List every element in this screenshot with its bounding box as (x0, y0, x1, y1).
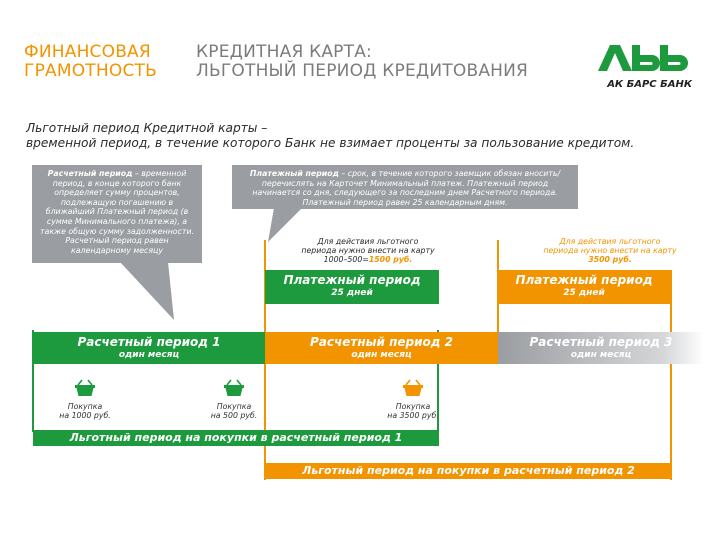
basket-icon (382, 378, 444, 398)
billing-period-3-sub: один месяц (570, 350, 632, 360)
payment-period-definition (232, 165, 578, 209)
billing-period-1-title: Расчетный период 1 (77, 335, 221, 349)
billing-period-3 (498, 332, 704, 364)
purchase-3-line1: Покупка (395, 402, 431, 411)
header-left (24, 43, 157, 81)
payment-note-2-amount: 3500 руб. (588, 255, 632, 264)
payment-note-1-calc: 1000–500= (323, 255, 369, 264)
payment-period-2-title: Платежный период (515, 273, 653, 287)
payment-note-1-amount: 1500 руб. (368, 255, 413, 264)
payment-period-2-sub: 25 дней (563, 288, 605, 298)
purchase-1-line2: на 1000 руб. (59, 411, 111, 420)
payment-note-2 (540, 237, 680, 264)
payment-note-1 (268, 237, 468, 264)
billing-period-2-title: Расчетный период 2 (310, 335, 453, 349)
intro-line1: Льготный период Кредитной карты – (26, 121, 268, 135)
basket-icon (203, 378, 265, 398)
purchase-2-line2: на 500 руб. (210, 411, 258, 420)
billing-period-1-sub: один месяц (118, 350, 180, 360)
payment-period-text1: – срок, в течение которого заемщик обязан вносить/перечислять на Карточет Минимальный платеж. Платежный период начинается со дня, следующего за последним днем Расчетного периода. (252, 169, 561, 198)
header-title-line2: ЛЬГОТНЫЙ ПЕРИОД КРЕДИТОВАНИЯ (196, 61, 529, 81)
payment-period-term: Платежный период (249, 169, 339, 178)
payment-note-2-line2: периода нужно внести на карту (543, 246, 677, 255)
grace-period-2: Льготный период на покупки в расчетный период 2 (265, 463, 672, 479)
intro-line2: временной период, в течение которого Банк не взимает проценты за пользование кредитом. (26, 136, 635, 150)
payment-period-1-sub: 25 дней (331, 288, 373, 298)
header-title (196, 43, 528, 81)
payment-period-1-title: Платежный период (283, 273, 421, 287)
bank-logo-icon (596, 43, 692, 73)
timeline-line-3 (670, 270, 672, 480)
purchase-1 (54, 378, 116, 420)
payment-period-2 (498, 270, 670, 304)
left-bubble-tail (120, 262, 180, 320)
grace-period-1: Льготный период на покупки в расчетный период 1 (33, 430, 439, 446)
billing-period-definition (32, 165, 202, 263)
payment-period-text2: Платежный период равен 25 календарным дням. (302, 197, 508, 207)
payment-note-1-line2: периода нужно внести на карту (301, 246, 435, 255)
purchase-1-line1: Покупка (67, 402, 103, 411)
payment-note-1-line1: Для действия льготного (317, 237, 419, 246)
payment-period-1 (265, 270, 439, 304)
intro-text (26, 121, 686, 151)
purchase-3-line2: на 3500 руб. (387, 411, 439, 420)
purchase-3 (382, 378, 444, 420)
billing-period-2-sub: один месяц (351, 350, 412, 360)
bank-logo-text: АК БАРС БАНК (607, 79, 692, 90)
header-title-line1: КРЕДИТНАЯ КАРТА: (196, 42, 372, 62)
bank-logo (596, 43, 692, 89)
purchase-2-line1: Покупка (216, 402, 252, 411)
billing-period-1 (33, 332, 265, 364)
basket-icon (54, 378, 116, 398)
billing-period-2 (265, 332, 498, 364)
header-left-line1: ФИНАНСОВАЯ (24, 42, 151, 62)
header-left-line2: ГРАМОТНОСТЬ (24, 61, 157, 81)
billing-period-term: Расчетный период (47, 169, 133, 178)
billing-period-text2: Расчетный период равен календарному месяцу (65, 236, 169, 255)
purchase-2 (203, 378, 265, 420)
payment-note-2-line1: Для действия льготного (559, 237, 661, 246)
billing-period-text1: – временной период, в конце которого банк определяет сумму процентов, подлежащую погашению в ближайший Платежный период (в сумме Минимального платежа), а также общую сумму задолженности. (40, 169, 194, 236)
billing-period-3-title: Расчетный период 3 (529, 335, 673, 349)
